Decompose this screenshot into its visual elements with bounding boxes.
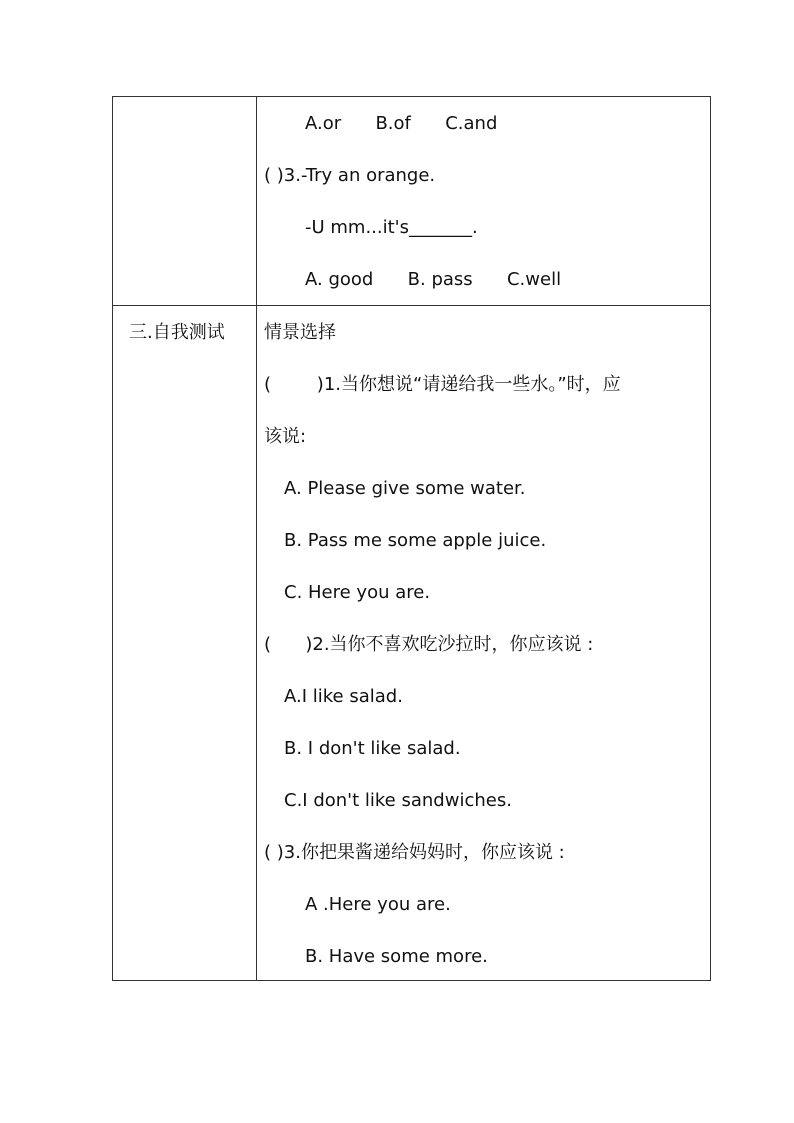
question-2: ( )2.当你不喜欢吃沙拉时，你应该说 : bbox=[264, 634, 594, 655]
section-label: 三.自我测试 bbox=[129, 322, 225, 343]
question-1-line1: ( )1.当你想说“请递给我一些水。”时，应 bbox=[264, 374, 621, 395]
section-heading: 情景选择 bbox=[264, 322, 336, 343]
question-1-option-a: A. Please give some water. bbox=[284, 478, 526, 499]
worksheet-table bbox=[112, 96, 711, 981]
q2-options-line: A.or B.of C.and bbox=[305, 113, 498, 134]
question-3-option-b: B. Have some more. bbox=[305, 946, 488, 967]
q3-options-line: A. good B. pass C.well bbox=[305, 269, 562, 290]
q3-response: -U mm...it's_______. bbox=[305, 217, 478, 238]
column-divider bbox=[256, 97, 257, 980]
question-3-option-a: A .Here you are. bbox=[305, 894, 451, 915]
question-2-option-a: A.I like salad. bbox=[284, 686, 403, 707]
question-2-option-c: C.I don't like sandwiches. bbox=[284, 790, 512, 811]
question-3: ( )3.你把果酱递给妈妈时，你应该说 : bbox=[264, 842, 565, 863]
question-1-option-c: C. Here you are. bbox=[284, 582, 431, 603]
row-divider bbox=[113, 305, 710, 306]
q3-prompt: ( )3.-Try an orange. bbox=[264, 165, 436, 186]
question-1-line2: 该说: bbox=[264, 426, 307, 447]
question-1-option-b: B. Pass me some apple juice. bbox=[284, 530, 547, 551]
question-2-option-b: B. I don't like salad. bbox=[284, 738, 461, 759]
